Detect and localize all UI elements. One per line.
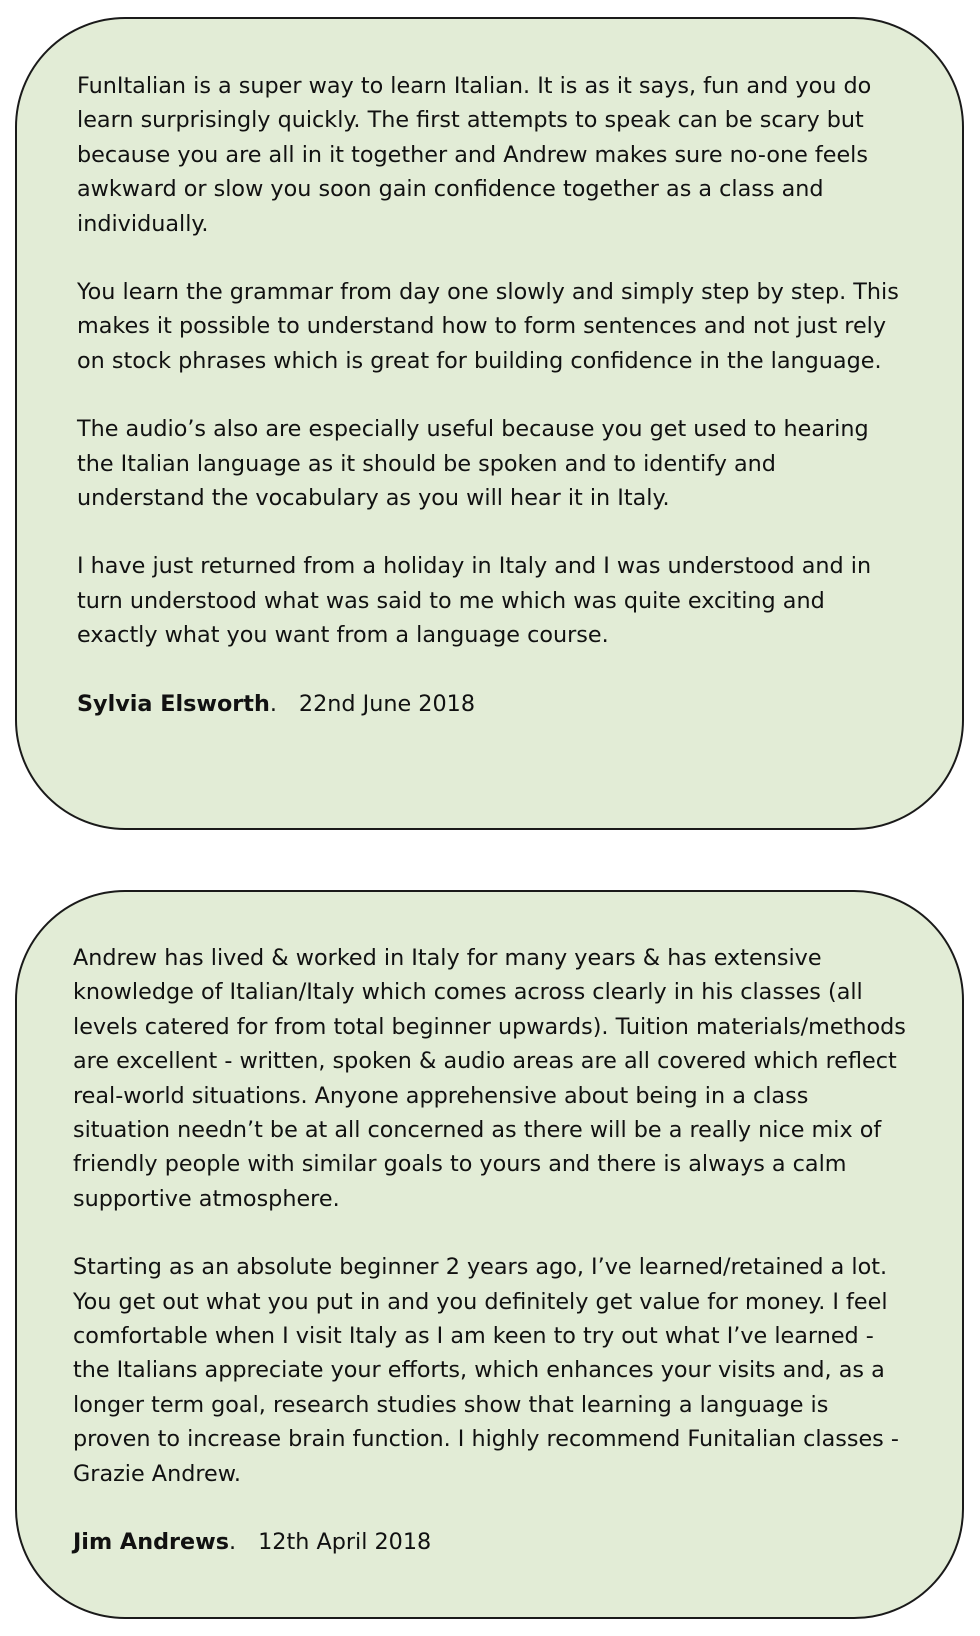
testimonial-signature — [77, 687, 902, 721]
author-name: Jim Andrews — [73, 1529, 230, 1556]
testimonial-card-sylvia — [15, 17, 964, 830]
testimonial-signature — [73, 1525, 906, 1559]
author-suffix: . — [269, 690, 277, 717]
testimonial-card-jim — [15, 890, 964, 1619]
testimonial-paragraph: You learn the grammar from day one slowly and simply step by step. This makes it possible to understand how to form sentences and not just rely on stock phrases which is great for building confidence in the language. — [77, 279, 899, 374]
testimonial-paragraph: I have just returned from a holiday in Italy and I was understood and in turn understood what was said to me which was quite exciting and exactly what you want from a language course. — [77, 553, 872, 649]
testimonial-paragraph: Andrew has lived & worked in Italy for many years & has extensive knowledge of Italian/Italy which comes across clearly in his classes (all levels catered for from total beginner upwards). Tuition materials/methods are excellent - written, spoken & audio areas are all covered which reflect real-world situations. Anyone apprehensive about being in a class situation needn’t be at all concerned as there will be a really nice mix of friendly people with similar goals to yours and there is always a calm supportive atmosphere. — [73, 945, 906, 1212]
testimonial-paragraph: FunItalian is a super way to learn Italian. It is as it says, fun and you do learn surprisingly quickly. The first attempts to speak can be scary but because you are all in it together and Andrew makes sure no-one feels awkward or slow you soon gain confidence together as a class and individually. — [77, 73, 872, 237]
testimonial-date: 22nd June 2018 — [298, 690, 476, 717]
testimonial-paragraph: The audio’s also are especially useful because you get used to hearing the Italian language as it should be spoken and to identify and understand the vocabulary as you will hear it in Italy. — [77, 416, 869, 512]
author-name: Sylvia Elsworth — [77, 690, 270, 717]
author-suffix: . — [229, 1529, 237, 1556]
testimonial-date: 12th April 2018 — [258, 1529, 432, 1556]
testimonial-paragraph: Starting as an absolute beginner 2 years ago, I’ve learned/retained a lot. You get out what you put in and you definitely get value for money. I feel comfortable when I visit Italy as I am keen to try out what I’ve learned - the Italians appreciate your efforts, which enhances your visits and, as a longer term goal, research studies show that learning a language is proven to increase brain function. I highly recommend Funitalian classes - Grazie Andrew. — [73, 1254, 899, 1487]
